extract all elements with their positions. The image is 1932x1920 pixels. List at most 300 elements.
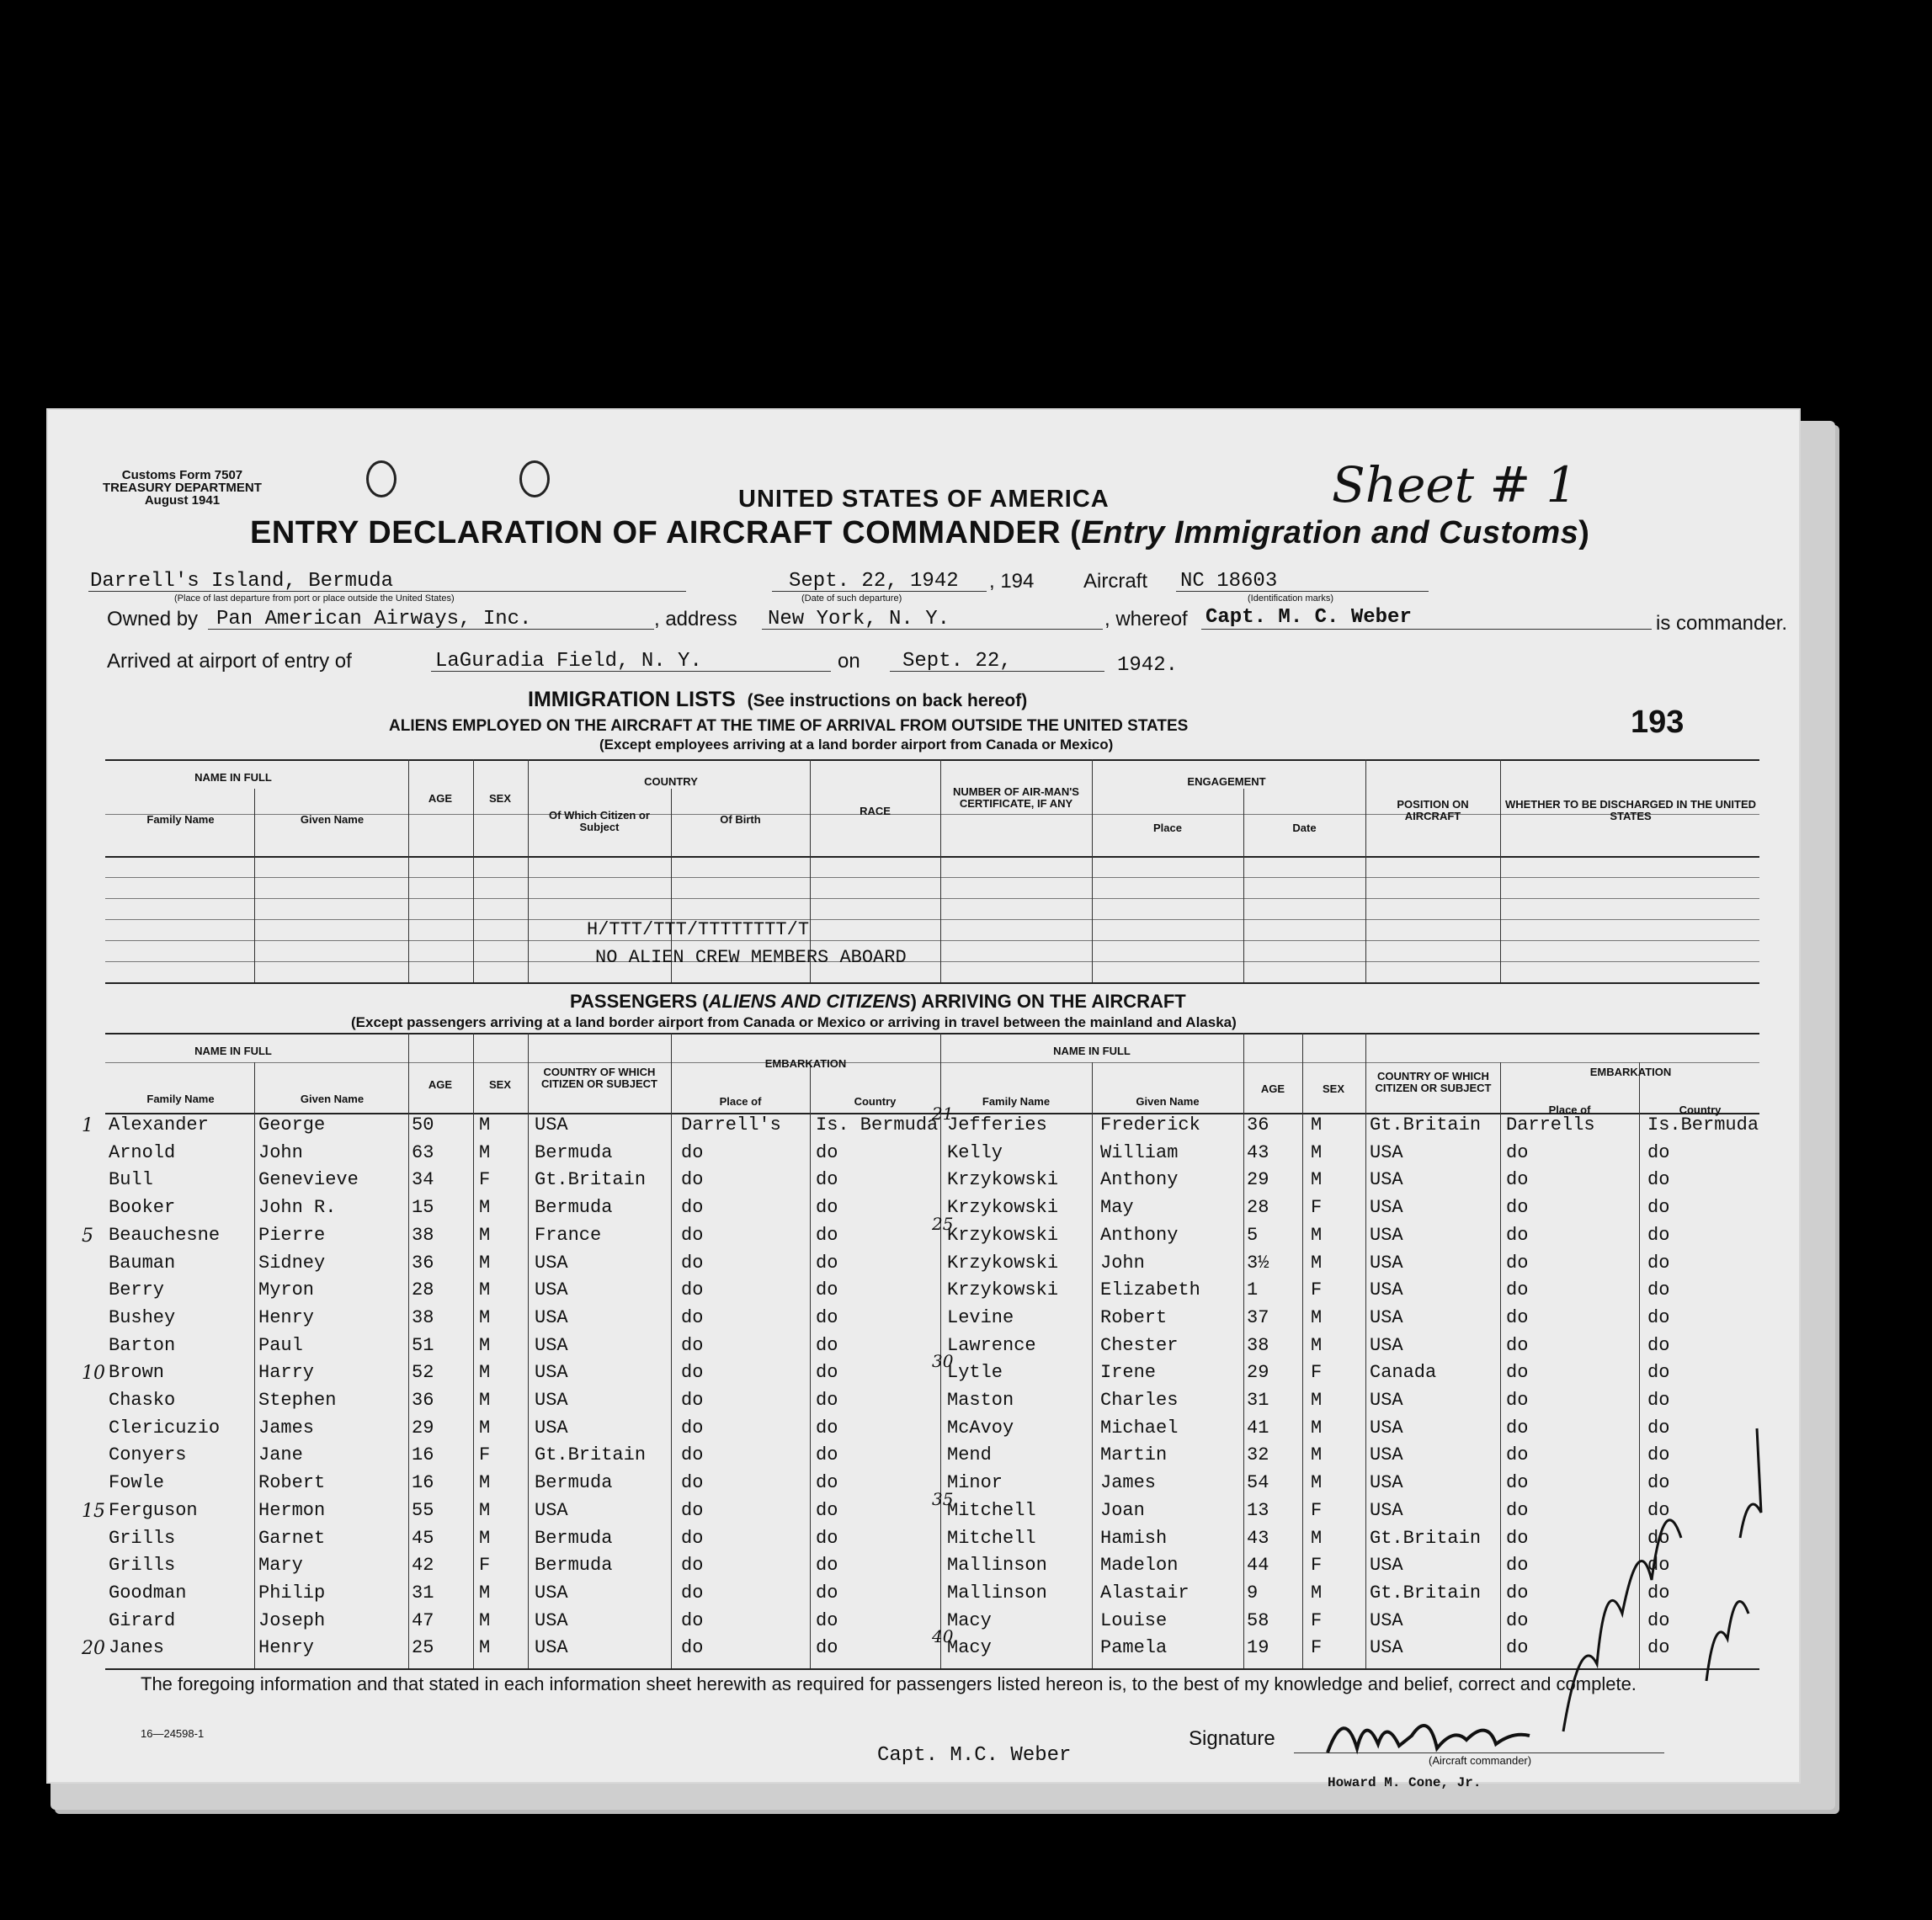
departure-date-caption: (Date of such departure) — [801, 593, 902, 604]
passenger-sex: F — [1311, 1279, 1323, 1301]
passenger-emb-country: Is. Bermuda — [816, 1114, 939, 1136]
passenger-age: 5 — [1247, 1224, 1259, 1246]
passenger-emb-country: do — [816, 1444, 838, 1466]
passenger-place: do — [681, 1224, 704, 1246]
passenger-emb-country: do — [816, 1252, 838, 1274]
passenger-family: Barton — [109, 1334, 176, 1356]
passenger-age: 19 — [1247, 1637, 1269, 1659]
passenger-age: 34 — [412, 1169, 434, 1191]
passenger-age: 55 — [412, 1499, 434, 1521]
passenger-sex: F — [479, 1555, 491, 1577]
passenger-country: USA — [535, 1362, 568, 1384]
crew-race-header: RACE — [860, 805, 891, 817]
pax-age-header-right: AGE — [1260, 1082, 1285, 1095]
passenger-given: Robert — [1100, 1306, 1168, 1328]
passenger-country: USA — [535, 1279, 568, 1301]
commander-suffix: is commander. — [1656, 612, 1788, 635]
pax-sex-header-left: SEX — [488, 1078, 511, 1091]
passenger-family: Bushey — [109, 1306, 176, 1328]
row-count-mark: 20 — [82, 1638, 105, 1660]
pax-given-header-right: Given Name — [1136, 1095, 1200, 1108]
passenger-age: 3½ — [1247, 1252, 1269, 1274]
passenger-emb-country: do — [1647, 1362, 1670, 1384]
passenger-given: Elizabeth — [1100, 1279, 1200, 1301]
typed-commander-name: Capt. M.C. Weber — [877, 1744, 1072, 1767]
passenger-age: 51 — [412, 1334, 434, 1356]
passenger-sex: M — [479, 1362, 491, 1384]
declaration-text: The foregoing information and that stated in each information sheet herewith as required for passengers listed hereon is, to the best of my knowledge and belief, correct and complete. — [141, 1673, 1637, 1694]
pax-family-header-left: Family Name — [146, 1093, 215, 1105]
crew-certificate-header: NUMBER OF AIR-MAN'S CERTIFICATE, IF ANY — [953, 785, 1079, 810]
crew-discharged-header: WHETHER TO BE DISCHARGED IN THE UNITED STATES — [1504, 798, 1757, 822]
passenger-given: George — [258, 1114, 326, 1136]
passenger-place: do — [1506, 1169, 1529, 1191]
passenger-country: Gt.Britain — [535, 1444, 647, 1466]
passenger-sex: M — [479, 1417, 491, 1439]
passenger-place: do — [681, 1417, 704, 1439]
passenger-given: James — [1100, 1472, 1157, 1494]
passenger-place: do — [1506, 1555, 1529, 1577]
passenger-sex: M — [479, 1334, 491, 1356]
passenger-country: Bermuda — [535, 1197, 613, 1219]
below-sheet-name: Howard M. Cone, Jr. — [1328, 1775, 1482, 1790]
crew-given-header: Given Name — [300, 813, 365, 826]
passenger-given: Joan — [1100, 1499, 1145, 1521]
passenger-family: Krzykowski — [947, 1197, 1059, 1219]
passenger-age: 47 — [412, 1609, 434, 1631]
passenger-country: USA — [535, 1252, 568, 1274]
passenger-country: USA — [535, 1334, 568, 1356]
passenger-family: Krzykowski — [947, 1279, 1059, 1301]
passenger-given: Martin — [1100, 1444, 1168, 1466]
passenger-country: USA — [535, 1390, 568, 1411]
passenger-sex: M — [1311, 1306, 1323, 1328]
passenger-age: 36 — [412, 1252, 434, 1274]
passenger-country: USA — [1370, 1141, 1403, 1163]
passenger-country: USA — [1370, 1197, 1403, 1219]
passenger-age: 37 — [1247, 1306, 1269, 1328]
departure-date-year: , 194 — [989, 570, 1035, 593]
passenger-place: do — [681, 1527, 704, 1549]
passenger-family: Clericuzio — [109, 1417, 221, 1439]
passenger-emb-country: do — [1647, 1582, 1670, 1604]
passenger-emb-country: do — [816, 1334, 838, 1356]
passenger-place: do — [1506, 1527, 1529, 1549]
row-count-mark: 15 — [82, 1500, 105, 1522]
passenger-emb-country: do — [1647, 1472, 1670, 1494]
main-title: ENTRY DECLARATION OF AIRCRAFT COMMANDER (Entry Immigration and Customs) — [250, 515, 1590, 550]
passenger-given: Anthony — [1100, 1169, 1179, 1191]
passenger-country: Gt.Britain — [535, 1169, 647, 1191]
passenger-given: Pierre — [258, 1224, 326, 1246]
passenger-given: Harry — [258, 1362, 315, 1384]
passenger-country: Canada — [1370, 1362, 1437, 1384]
address: New York, N. Y. — [768, 608, 950, 630]
passenger-given: May — [1100, 1197, 1134, 1219]
crew-struck-text: H/TTT/TTT/TTTTTTTT/T — [587, 919, 810, 940]
passenger-sex: M — [1311, 1224, 1323, 1246]
crew-age-header: AGE — [428, 792, 453, 805]
passenger-family: Mitchell — [947, 1499, 1036, 1521]
passenger-place: do — [1506, 1637, 1529, 1659]
passenger-age: 43 — [1247, 1527, 1269, 1549]
passenger-age: 50 — [412, 1114, 434, 1136]
passenger-country: USA — [535, 1582, 568, 1604]
arrival-date: Sept. 22, — [902, 650, 1012, 673]
passenger-place: do — [1506, 1197, 1529, 1219]
row-count-mark-right: 35 — [932, 1488, 954, 1509]
passenger-given: Alastair — [1100, 1582, 1190, 1604]
departure-place: Darrell's Island, Bermuda — [90, 570, 394, 593]
passenger-age: 42 — [412, 1555, 434, 1577]
passenger-family: Fowle — [109, 1472, 165, 1494]
pax-country-header-left: COUNTRY OF WHICH CITIZEN OR SUBJECT — [541, 1066, 657, 1090]
pax-name-header-left: NAME IN FULL — [194, 1045, 272, 1057]
passenger-place: do — [681, 1390, 704, 1411]
passenger-age: 13 — [1247, 1499, 1269, 1521]
passenger-country: Gt.Britain — [1370, 1582, 1482, 1604]
passenger-given: Anthony — [1100, 1224, 1179, 1246]
form-sheet — [46, 408, 1801, 1790]
passenger-given: Joseph — [258, 1609, 326, 1631]
passenger-emb-country: do — [1647, 1306, 1670, 1328]
passenger-family: Beauchesne — [109, 1224, 221, 1246]
passenger-emb-country: do — [816, 1499, 838, 1521]
form-date: August 1941 — [144, 493, 221, 508]
crew-engagement-header: ENGAGEMENT — [1187, 775, 1266, 788]
stamp-number: 193 — [1631, 705, 1685, 740]
pax-embarkation-header-left: EMBARKATION — [764, 1057, 847, 1070]
crew-subnote: (Except employees arriving at a land border airport from Canada or Mexico) — [599, 737, 1114, 753]
punch-hole-right — [519, 460, 550, 497]
passenger-given: Madelon — [1100, 1555, 1179, 1577]
passenger-place: do — [681, 1472, 704, 1494]
crew-family-header: Family Name — [146, 813, 215, 826]
passenger-emb-country: do — [1647, 1334, 1670, 1356]
aircraft-caption: (Identification marks) — [1248, 593, 1334, 604]
passenger-given: Frederick — [1100, 1114, 1200, 1136]
inspector-handwritten-annotation — [1546, 1361, 1774, 1757]
department: TREASURY DEPARTMENT — [103, 481, 262, 495]
passenger-emb-country: do — [816, 1582, 838, 1604]
passenger-age: 38 — [412, 1224, 434, 1246]
passenger-emb-country: do — [1647, 1224, 1670, 1246]
passenger-place: do — [681, 1334, 704, 1356]
passenger-given: Paul — [258, 1334, 303, 1356]
passenger-given: Sidney — [258, 1252, 326, 1274]
passenger-place: do — [1506, 1334, 1529, 1356]
crew-subtitle: ALIENS EMPLOYED ON THE AIRCRAFT AT THE TIME OF ARRIVAL FROM OUTSIDE THE UNITED STATES — [389, 717, 1189, 735]
passenger-age: 16 — [412, 1444, 434, 1466]
passenger-age: 28 — [1247, 1197, 1269, 1219]
passenger-sex: M — [479, 1390, 491, 1411]
passenger-sex: M — [479, 1637, 491, 1659]
passenger-age: 36 — [412, 1390, 434, 1411]
passenger-country: Bermuda — [535, 1555, 613, 1577]
passenger-given: William — [1100, 1141, 1179, 1163]
passenger-family: Krzykowski — [947, 1224, 1059, 1246]
passenger-country: Bermuda — [535, 1472, 613, 1494]
aircraft-label: Aircraft — [1083, 570, 1148, 593]
passenger-place: do — [1506, 1306, 1529, 1328]
passenger-country: USA — [1370, 1169, 1403, 1191]
passenger-sex: M — [1311, 1169, 1323, 1191]
passenger-sex: F — [479, 1169, 491, 1191]
passenger-emb-country: do — [1647, 1141, 1670, 1163]
pax-embarkation-header-right: EMBARKATION — [1589, 1066, 1672, 1078]
owned-by-label: Owned by — [107, 608, 199, 630]
passenger-given: Mary — [258, 1555, 303, 1577]
passenger-place: do — [681, 1141, 704, 1163]
passenger-given: Stephen — [258, 1390, 337, 1411]
passenger-place: do — [681, 1637, 704, 1659]
passenger-age: 9 — [1247, 1582, 1259, 1604]
passenger-family: Brown — [109, 1362, 165, 1384]
passenger-family: Alexander — [109, 1114, 209, 1136]
passenger-emb-country: do — [816, 1390, 838, 1411]
passenger-place: do — [1506, 1499, 1529, 1521]
passenger-place: do — [681, 1499, 704, 1521]
commander-signature — [1319, 1702, 1538, 1769]
passenger-emb-country: do — [816, 1306, 838, 1328]
passenger-age: 31 — [412, 1582, 434, 1604]
passenger-emb-country: do — [816, 1637, 838, 1659]
immigration-lists-title: IMMIGRATION LISTS (See instructions on back hereof) — [528, 688, 1028, 711]
passenger-country: USA — [1370, 1279, 1403, 1301]
passenger-given: Robert — [258, 1472, 326, 1494]
passenger-emb-country: do — [816, 1279, 838, 1301]
passenger-emb-country: do — [1647, 1417, 1670, 1439]
passenger-place: do — [681, 1582, 704, 1604]
passenger-sex: M — [479, 1224, 491, 1246]
passenger-age: 15 — [412, 1197, 434, 1219]
passenger-place: Darrell's — [681, 1114, 781, 1136]
row-count-mark: 10 — [82, 1363, 105, 1385]
passengers-title: PASSENGERS (ALIENS AND CITIZENS) ARRIVING ON THE AIRCRAFT — [570, 991, 1186, 1012]
passenger-sex: M — [479, 1114, 491, 1136]
passenger-place: do — [681, 1444, 704, 1466]
passenger-sex: F — [1311, 1197, 1323, 1219]
passenger-family: Jefferies — [947, 1114, 1047, 1136]
passenger-emb-country: do — [816, 1169, 838, 1191]
address-label: , address — [654, 608, 737, 630]
passenger-place: do — [681, 1555, 704, 1577]
passenger-place: do — [681, 1362, 704, 1384]
passenger-sex: M — [479, 1306, 491, 1328]
passenger-country: USA — [1370, 1390, 1403, 1411]
passenger-place: do — [681, 1169, 704, 1191]
passenger-emb-country: do — [816, 1197, 838, 1219]
passenger-emb-country: Is.Bermuda — [1647, 1114, 1759, 1136]
passenger-country: USA — [535, 1306, 568, 1328]
passenger-place: Darrells — [1506, 1114, 1595, 1136]
crew-country-header: COUNTRY — [644, 775, 698, 788]
passenger-given: John — [258, 1141, 303, 1163]
pax-name-header-right: NAME IN FULL — [1053, 1045, 1131, 1057]
passenger-emb-country: do — [816, 1417, 838, 1439]
passenger-given: Henry — [258, 1306, 315, 1328]
passenger-country: USA — [1370, 1252, 1403, 1274]
passenger-place: do — [681, 1609, 704, 1631]
passenger-family: Goodman — [109, 1582, 187, 1604]
passenger-given: Charles — [1100, 1390, 1179, 1411]
passenger-family: Arnold — [109, 1141, 176, 1163]
passenger-given: Philip — [258, 1582, 326, 1604]
passenger-age: 29 — [1247, 1362, 1269, 1384]
pax-sex-header-right: SEX — [1322, 1082, 1344, 1095]
commander: Capt. M. C. Weber — [1206, 606, 1412, 629]
row-count-mark: 5 — [82, 1225, 93, 1247]
passenger-family: Krzykowski — [947, 1169, 1059, 1191]
passenger-emb-country: do — [1647, 1609, 1670, 1631]
passenger-given: Michael — [1100, 1417, 1179, 1439]
passenger-family: Macy — [947, 1609, 992, 1631]
crew-sex-header: SEX — [488, 792, 511, 805]
passenger-given: James — [258, 1417, 315, 1439]
passenger-given: Henry — [258, 1637, 315, 1659]
airport: LaGuradia Field, N. Y. — [435, 650, 702, 673]
passenger-sex: M — [479, 1197, 491, 1219]
passenger-place: do — [1506, 1417, 1529, 1439]
passenger-sex: M — [1311, 1334, 1323, 1356]
passenger-age: 29 — [412, 1417, 434, 1439]
passenger-age: 45 — [412, 1527, 434, 1549]
passenger-family: Berry — [109, 1279, 165, 1301]
passenger-country: USA — [535, 1499, 568, 1521]
passenger-age: 58 — [1247, 1609, 1269, 1631]
passenger-sex: M — [479, 1472, 491, 1494]
passenger-place: do — [1506, 1472, 1529, 1494]
passenger-sex: F — [1311, 1362, 1323, 1384]
passenger-given: Pamela — [1100, 1637, 1168, 1659]
passenger-given: John R. — [258, 1197, 337, 1219]
passenger-emb-country: do — [816, 1527, 838, 1549]
passenger-age: 63 — [412, 1141, 434, 1163]
passenger-sex: F — [1311, 1499, 1323, 1521]
passenger-country: USA — [535, 1114, 568, 1136]
passenger-given: Myron — [258, 1279, 315, 1301]
passenger-family: Mallinson — [947, 1582, 1047, 1604]
row-count-mark-right: 25 — [932, 1213, 954, 1234]
passenger-place: do — [1506, 1609, 1529, 1631]
passenger-country: USA — [1370, 1224, 1403, 1246]
no-crew-note: NO ALIEN CREW MEMBERS ABOARD — [595, 947, 907, 968]
passenger-place: do — [1506, 1224, 1529, 1246]
passenger-place: do — [681, 1252, 704, 1274]
passenger-emb-country: do — [1647, 1527, 1670, 1549]
passenger-sex: M — [1311, 1527, 1323, 1549]
punch-hole-left — [366, 460, 397, 497]
arrived-label: Arrived at airport of entry of — [107, 650, 352, 673]
form-identification — [103, 469, 262, 507]
passenger-sex: M — [1311, 1252, 1323, 1274]
passenger-emb-country: do — [1647, 1444, 1670, 1466]
passenger-country: USA — [1370, 1306, 1403, 1328]
sheet-number: Sheet # 1 — [1332, 456, 1578, 513]
form-code: 16—24598-1 — [141, 1727, 205, 1740]
passenger-country: USA — [1370, 1444, 1403, 1466]
passenger-sex: M — [1311, 1141, 1323, 1163]
passenger-family: Mend — [947, 1444, 992, 1466]
country-title: UNITED STATES OF AMERICA — [738, 486, 1110, 513]
passenger-country: USA — [535, 1637, 568, 1659]
passenger-place: do — [1506, 1252, 1529, 1274]
passenger-country: USA — [1370, 1334, 1403, 1356]
passenger-emb-country: do — [1647, 1169, 1670, 1191]
pax-place-header-left: Place of — [719, 1095, 762, 1108]
passenger-sex: F — [1311, 1555, 1323, 1577]
aircraft-id: NC 18603 — [1180, 570, 1278, 593]
passenger-place: do — [1506, 1444, 1529, 1466]
departure-place-caption: (Place of last departure from port or place outside the United States) — [174, 593, 455, 604]
passenger-given: Hermon — [258, 1499, 326, 1521]
passenger-sex: M — [1311, 1390, 1323, 1411]
passenger-family: Mitchell — [947, 1527, 1036, 1549]
passenger-family: Grills — [109, 1527, 176, 1549]
crew-place-header: Place — [1153, 822, 1182, 834]
passenger-emb-country: do — [816, 1472, 838, 1494]
crew-name-header: NAME IN FULL — [194, 771, 272, 784]
passenger-family: Ferguson — [109, 1499, 198, 1521]
passenger-country: USA — [535, 1417, 568, 1439]
passenger-given: Jane — [258, 1444, 303, 1466]
passenger-sex: F — [479, 1444, 491, 1466]
passenger-family: Lytle — [947, 1362, 1003, 1384]
signature-label: Signature — [1189, 1727, 1275, 1750]
passenger-emb-country: do — [1647, 1252, 1670, 1274]
passenger-place: do — [1506, 1362, 1529, 1384]
passenger-age: 16 — [412, 1472, 434, 1494]
passenger-place: do — [681, 1197, 704, 1219]
passenger-sex: F — [1311, 1609, 1323, 1631]
owner: Pan American Airways, Inc. — [216, 608, 532, 630]
passenger-sex: F — [1311, 1637, 1323, 1659]
passenger-family: Conyers — [109, 1444, 187, 1466]
passenger-country: Bermuda — [535, 1141, 613, 1163]
passenger-country: USA — [1370, 1609, 1403, 1631]
passenger-family: Lawrence — [947, 1334, 1036, 1356]
passenger-family: Krzykowski — [947, 1252, 1059, 1274]
passenger-family: Bull — [109, 1169, 153, 1191]
passenger-country: Gt.Britain — [1370, 1114, 1482, 1136]
passenger-age: 1 — [1247, 1279, 1259, 1301]
form-number: Customs Form 7507 — [121, 468, 243, 482]
passenger-emb-country: do — [816, 1362, 838, 1384]
signature-caption: (Aircraft commander) — [1429, 1754, 1532, 1767]
passenger-country: France — [535, 1224, 602, 1246]
passenger-sex: M — [479, 1609, 491, 1631]
passenger-emb-country: do — [816, 1555, 838, 1577]
passenger-age: 28 — [412, 1279, 434, 1301]
pax-given-header-left: Given Name — [300, 1093, 365, 1105]
passenger-family: Maston — [947, 1390, 1014, 1411]
passenger-age: 38 — [1247, 1334, 1269, 1356]
passenger-family: Mallinson — [947, 1555, 1047, 1577]
passenger-age: 32 — [1247, 1444, 1269, 1466]
passenger-given: Hamish — [1100, 1527, 1168, 1549]
pax-place-header-right: Place of — [1548, 1104, 1591, 1116]
passenger-family: Chasko — [109, 1390, 176, 1411]
row-count-mark: 1 — [82, 1115, 93, 1136]
departure-date: Sept. 22, 1942 — [789, 570, 959, 593]
passenger-sex: M — [1311, 1114, 1323, 1136]
pax-country-col-header-right: Country — [1679, 1104, 1722, 1116]
passenger-family: Janes — [109, 1637, 165, 1659]
passenger-given: Chester — [1100, 1334, 1179, 1356]
passenger-emb-country: do — [816, 1224, 838, 1246]
passenger-country: USA — [1370, 1472, 1403, 1494]
on-label: on — [838, 650, 860, 673]
